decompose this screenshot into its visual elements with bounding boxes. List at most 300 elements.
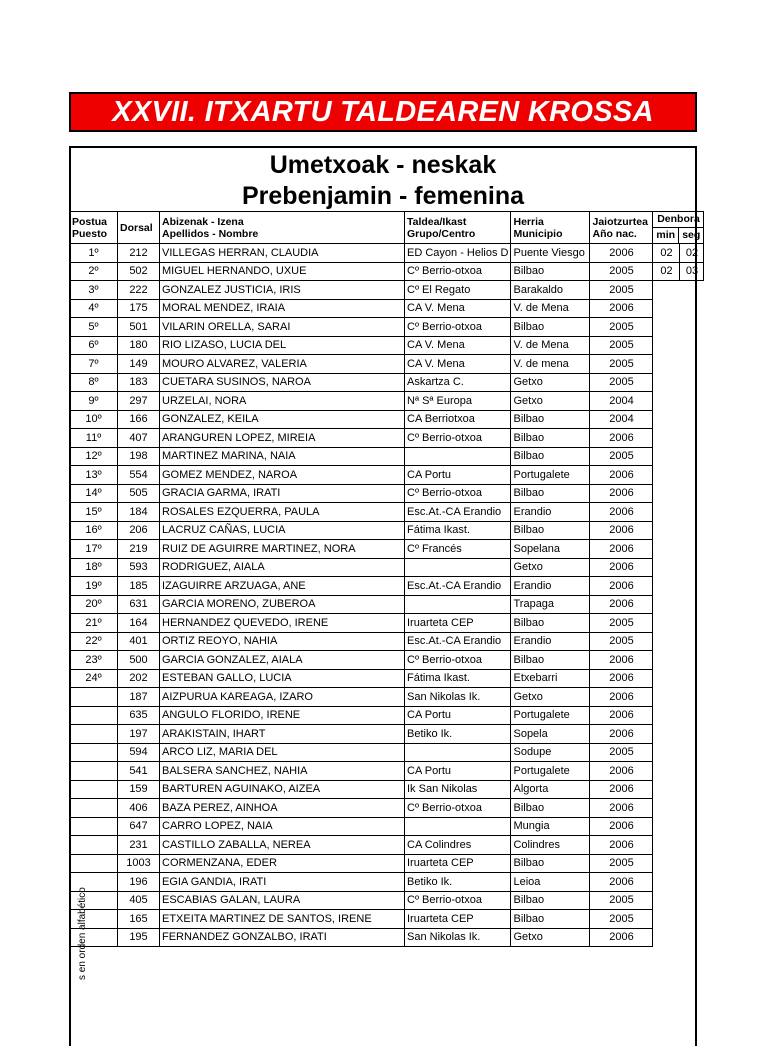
header-club: Taldea/Ikast Grupo/Centro <box>405 212 511 244</box>
empty-cell <box>653 410 680 429</box>
side-cell <box>70 762 118 781</box>
empty-cell <box>680 410 704 429</box>
position-cell: 3º <box>70 281 118 300</box>
town-cell: Erandio <box>511 577 590 596</box>
club-cell: Fátima Ikast. <box>405 521 511 540</box>
town-cell: Etxebarri <box>511 669 590 688</box>
table-row <box>70 873 704 892</box>
table-row <box>70 577 704 596</box>
empty-cell <box>680 651 704 670</box>
dorsal-cell: 159 <box>118 780 160 799</box>
town-cell: Bilbao <box>511 429 590 448</box>
year-cell: 2006 <box>590 540 653 559</box>
empty-cell <box>653 743 680 762</box>
name-cell: RODRIGUEZ, AIALA <box>160 558 405 577</box>
table-row <box>70 318 704 337</box>
empty-cell <box>680 466 704 485</box>
year-cell: 2005 <box>590 743 653 762</box>
year-cell: 2005 <box>590 355 653 374</box>
dorsal-cell: 635 <box>118 706 160 725</box>
year-cell: 2006 <box>590 595 653 614</box>
club-cell: Iruarteta CEP <box>405 614 511 633</box>
empty-cell <box>680 540 704 559</box>
empty-cell <box>680 854 704 873</box>
name-cell: GARCIA MORENO, ZUBEROA <box>160 595 405 614</box>
empty-cell <box>680 281 704 300</box>
dorsal-cell: 407 <box>118 429 160 448</box>
name-cell: LACRUZ CAÑAS, LUCIA <box>160 521 405 540</box>
club-cell <box>405 817 511 836</box>
dorsal-cell: 505 <box>118 484 160 503</box>
dorsal-cell: 554 <box>118 466 160 485</box>
name-cell: GONZALEZ JUSTICIA, IRIS <box>160 281 405 300</box>
side-cell <box>70 743 118 762</box>
club-cell: Cº Berrio-otxoa <box>405 891 511 910</box>
town-cell: Algorta <box>511 780 590 799</box>
table-row <box>70 262 704 281</box>
year-cell: 2006 <box>590 669 653 688</box>
year-cell: 2005 <box>590 891 653 910</box>
year-cell: 2005 <box>590 336 653 355</box>
empty-cell <box>680 891 704 910</box>
table-row <box>70 706 704 725</box>
position-cell: 13º <box>70 466 118 485</box>
table-row <box>70 651 704 670</box>
header-position: Postua Puesto <box>70 212 118 244</box>
year-cell: 2006 <box>590 873 653 892</box>
town-cell: Getxo <box>511 928 590 947</box>
empty-cell <box>680 632 704 651</box>
club-cell: Iruarteta CEP <box>405 854 511 873</box>
table-row <box>70 392 704 411</box>
empty-cell <box>653 762 680 781</box>
empty-cell <box>653 632 680 651</box>
table-row <box>70 910 704 929</box>
club-cell <box>405 558 511 577</box>
town-cell: Colindres <box>511 836 590 855</box>
empty-cell <box>680 484 704 503</box>
empty-cell <box>653 392 680 411</box>
empty-cell <box>680 799 704 818</box>
minutes-cell: 02 <box>653 262 680 281</box>
empty-cell <box>653 318 680 337</box>
table-row <box>70 614 704 633</box>
event-title: XXVII. ITXARTU TALDEAREN KROSSA <box>112 95 654 128</box>
town-cell: Bilbao <box>511 318 590 337</box>
empty-cell <box>680 595 704 614</box>
dorsal-cell: 1003 <box>118 854 160 873</box>
event-banner <box>69 92 697 132</box>
name-cell: ARANGUREN LOPEZ, MIREIA <box>160 429 405 448</box>
empty-cell <box>653 521 680 540</box>
name-cell: ARAKISTAIN, IHART <box>160 725 405 744</box>
empty-cell <box>680 836 704 855</box>
empty-cell <box>680 725 704 744</box>
name-cell: MOURO ALVAREZ, VALERIA <box>160 355 405 374</box>
name-cell: AIZPURUA KAREAGA, IZARO <box>160 688 405 707</box>
empty-cell <box>680 521 704 540</box>
table-row <box>70 928 704 947</box>
category-title-spanish: Prebenjamin - femenina <box>241 182 525 210</box>
empty-cell <box>653 669 680 688</box>
dorsal-cell: 541 <box>118 762 160 781</box>
name-cell: EGIA GANDIA, IRATI <box>160 873 405 892</box>
name-cell: FERNANDEZ GONZALBO, IRATI <box>160 928 405 947</box>
dorsal-cell: 212 <box>118 244 160 263</box>
dorsal-cell: 401 <box>118 632 160 651</box>
table-row <box>70 355 704 374</box>
results-table <box>69 211 704 947</box>
dorsal-cell: 593 <box>118 558 160 577</box>
year-cell: 2005 <box>590 447 653 466</box>
name-cell: BARTUREN AGUINAKO, AIZEA <box>160 780 405 799</box>
seconds-cell: 03 <box>680 262 704 281</box>
empty-cell <box>680 762 704 781</box>
empty-cell <box>680 614 704 633</box>
position-cell: 12º <box>70 447 118 466</box>
position-cell: 21º <box>70 614 118 633</box>
year-cell: 2005 <box>590 262 653 281</box>
dorsal-cell: 647 <box>118 817 160 836</box>
club-cell: ED Cayon - Helios D <box>405 244 511 263</box>
dorsal-cell: 164 <box>118 614 160 633</box>
town-cell: Leioa <box>511 873 590 892</box>
side-cell <box>70 836 118 855</box>
dorsal-cell: 183 <box>118 373 160 392</box>
name-cell: ANGULO FLORIDO, IRENE <box>160 706 405 725</box>
table-row <box>70 299 704 318</box>
empty-cell <box>680 688 704 707</box>
name-cell: GONZALEZ, KEILA <box>160 410 405 429</box>
empty-cell <box>680 817 704 836</box>
name-cell: ESCABIAS GALAN, LAURA <box>160 891 405 910</box>
dorsal-cell: 165 <box>118 910 160 929</box>
empty-cell <box>680 373 704 392</box>
dorsal-cell: 198 <box>118 447 160 466</box>
position-cell: 7º <box>70 355 118 374</box>
dorsal-cell: 219 <box>118 540 160 559</box>
town-cell: Getxo <box>511 373 590 392</box>
year-cell: 2006 <box>590 577 653 596</box>
table-row <box>70 558 704 577</box>
club-cell: Cº Berrio-otxoa <box>405 429 511 448</box>
name-cell: GOMEZ MENDEZ, NAROA <box>160 466 405 485</box>
club-cell: Cº Berrio-otxoa <box>405 262 511 281</box>
club-cell: San Nikolas Ik. <box>405 688 511 707</box>
table-row <box>70 799 704 818</box>
empty-cell <box>680 669 704 688</box>
town-cell: Bilbao <box>511 521 590 540</box>
empty-cell <box>680 706 704 725</box>
position-cell: 10º <box>70 410 118 429</box>
empty-cell <box>680 928 704 947</box>
table-row <box>70 521 704 540</box>
table-row <box>70 503 704 522</box>
table-row <box>70 466 704 485</box>
empty-cell <box>680 503 704 522</box>
town-cell: Bilbao <box>511 262 590 281</box>
empty-cell <box>653 336 680 355</box>
dorsal-cell: 166 <box>118 410 160 429</box>
table-row <box>70 891 704 910</box>
table-row <box>70 336 704 355</box>
name-cell: IZAGUIRRE ARZUAGA, ANE <box>160 577 405 596</box>
town-cell: Sodupe <box>511 743 590 762</box>
empty-cell <box>653 799 680 818</box>
table-row <box>70 429 704 448</box>
year-cell: 2006 <box>590 521 653 540</box>
table-row <box>70 725 704 744</box>
town-cell: Getxo <box>511 558 590 577</box>
club-cell: Ik San Nikolas <box>405 780 511 799</box>
position-cell: 8º <box>70 373 118 392</box>
minutes-cell: 02 <box>653 244 680 263</box>
table-row <box>70 762 704 781</box>
town-cell: Puente Viesgo <box>511 244 590 263</box>
table-row <box>70 484 704 503</box>
table-row <box>70 688 704 707</box>
dorsal-cell: 196 <box>118 873 160 892</box>
table-row <box>70 447 704 466</box>
club-cell: Cº Berrio-otxoa <box>405 651 511 670</box>
club-cell: CA Portu <box>405 762 511 781</box>
empty-cell <box>653 577 680 596</box>
town-cell: Mungia <box>511 817 590 836</box>
table-row <box>70 836 704 855</box>
year-cell: 2006 <box>590 484 653 503</box>
dorsal-cell: 195 <box>118 928 160 947</box>
empty-cell <box>680 873 704 892</box>
empty-cell <box>680 780 704 799</box>
town-cell: Erandio <box>511 503 590 522</box>
year-cell: 2006 <box>590 429 653 448</box>
town-cell: Getxo <box>511 688 590 707</box>
name-cell: MORAL MENDEZ, IRAIA <box>160 299 405 318</box>
empty-cell <box>653 540 680 559</box>
town-cell: Barakaldo <box>511 281 590 300</box>
town-cell: Trapaga <box>511 595 590 614</box>
position-cell: 1º <box>70 244 118 263</box>
dorsal-cell: 406 <box>118 799 160 818</box>
empty-cell <box>653 373 680 392</box>
table-row <box>70 743 704 762</box>
empty-cell <box>653 558 680 577</box>
header-name: Abizenak - Izena Apellidos - Nombre <box>160 212 405 244</box>
year-cell: 2006 <box>590 466 653 485</box>
table-row <box>70 410 704 429</box>
club-cell: Esc.At.-CA Erandio <box>405 577 511 596</box>
dorsal-cell: 149 <box>118 355 160 374</box>
name-cell: ARCO LIZ, MARIA DEL <box>160 743 405 762</box>
club-cell: CA V. Mena <box>405 299 511 318</box>
empty-cell <box>653 484 680 503</box>
position-cell: 19º <box>70 577 118 596</box>
year-cell: 2004 <box>590 410 653 429</box>
empty-cell <box>653 429 680 448</box>
year-cell: 2005 <box>590 318 653 337</box>
side-cell <box>70 780 118 799</box>
year-cell: 2005 <box>590 910 653 929</box>
name-cell: ESTEBAN GALLO, LUCIA <box>160 669 405 688</box>
position-cell: 4º <box>70 299 118 318</box>
name-cell: CARRO LOPEZ, NAIA <box>160 817 405 836</box>
dorsal-cell: 501 <box>118 318 160 337</box>
name-cell: RIO LIZASO, LUCIA DEL <box>160 336 405 355</box>
position-cell: 9º <box>70 392 118 411</box>
name-cell: CORMENZANA, EDER <box>160 854 405 873</box>
empty-cell <box>680 558 704 577</box>
position-cell: 6º <box>70 336 118 355</box>
club-cell: Cº Francés <box>405 540 511 559</box>
position-cell: 24º <box>70 669 118 688</box>
year-cell: 2005 <box>590 281 653 300</box>
empty-cell <box>653 854 680 873</box>
year-cell: 2006 <box>590 799 653 818</box>
empty-cell <box>653 281 680 300</box>
name-cell: VILLEGAS HERRAN, CLAUDIA <box>160 244 405 263</box>
town-cell: Getxo <box>511 392 590 411</box>
table-row <box>70 281 704 300</box>
side-cell <box>70 817 118 836</box>
town-cell: Sopelana <box>511 540 590 559</box>
empty-cell <box>680 299 704 318</box>
club-cell: Cº El Regato <box>405 281 511 300</box>
dorsal-cell: 206 <box>118 521 160 540</box>
empty-cell <box>653 447 680 466</box>
seconds-cell: 02 <box>680 244 704 263</box>
year-cell: 2006 <box>590 651 653 670</box>
town-cell: Bilbao <box>511 447 590 466</box>
club-cell: Fátima Ikast. <box>405 669 511 688</box>
name-cell: MARTINEZ MARINA, NAIA <box>160 447 405 466</box>
town-cell: Portugalete <box>511 762 590 781</box>
empty-cell <box>680 447 704 466</box>
town-cell: Portugalete <box>511 466 590 485</box>
club-cell: Askartza C. <box>405 373 511 392</box>
club-cell: Iruarteta CEP <box>405 910 511 929</box>
empty-cell <box>653 910 680 929</box>
dorsal-cell: 631 <box>118 595 160 614</box>
year-cell: 2006 <box>590 706 653 725</box>
empty-cell <box>680 743 704 762</box>
empty-cell <box>653 466 680 485</box>
dorsal-cell: 231 <box>118 836 160 855</box>
empty-cell <box>653 614 680 633</box>
table-row <box>70 854 704 873</box>
table-row <box>70 817 704 836</box>
empty-cell <box>653 355 680 374</box>
name-cell: BALSERA SANCHEZ, NAHIA <box>160 762 405 781</box>
year-cell: 2006 <box>590 817 653 836</box>
position-cell: 5º <box>70 318 118 337</box>
club-cell: CA Portu <box>405 466 511 485</box>
club-cell: CA Portu <box>405 706 511 725</box>
club-cell: Cº Berrio-otxoa <box>405 318 511 337</box>
town-cell: V. de Mena <box>511 336 590 355</box>
year-cell: 2006 <box>590 762 653 781</box>
position-cell: 20º <box>70 595 118 614</box>
year-cell: 2006 <box>590 244 653 263</box>
town-cell: Bilbao <box>511 410 590 429</box>
header-dorsal: Dorsal <box>118 212 160 244</box>
dorsal-cell: 222 <box>118 281 160 300</box>
year-cell: 2006 <box>590 688 653 707</box>
town-cell: Portugalete <box>511 706 590 725</box>
header-town: Herria Municipio <box>511 212 590 244</box>
dorsal-cell: 502 <box>118 262 160 281</box>
position-cell: 16º <box>70 521 118 540</box>
side-cell <box>70 688 118 707</box>
club-cell <box>405 595 511 614</box>
empty-cell <box>653 891 680 910</box>
name-cell: GRACIA GARMA, IRATI <box>160 484 405 503</box>
empty-cell <box>653 299 680 318</box>
header-time: Denbora min seg <box>653 212 704 244</box>
year-cell: 2005 <box>590 632 653 651</box>
dorsal-cell: 594 <box>118 743 160 762</box>
town-cell: Bilbao <box>511 910 590 929</box>
club-cell: CA Berriotxoa <box>405 410 511 429</box>
dorsal-cell: 185 <box>118 577 160 596</box>
dorsal-cell: 187 <box>118 688 160 707</box>
empty-cell <box>653 503 680 522</box>
town-cell: Bilbao <box>511 799 590 818</box>
club-cell: Cº Berrio-otxoa <box>405 799 511 818</box>
position-cell: 23º <box>70 651 118 670</box>
header-year: Jaiotzurtea Año nac. <box>590 212 653 244</box>
side-cell <box>70 799 118 818</box>
club-cell <box>405 447 511 466</box>
name-cell: GARCIA GONZALEZ, AIALA <box>160 651 405 670</box>
year-cell: 2004 <box>590 392 653 411</box>
empty-cell <box>653 651 680 670</box>
position-cell: 14º <box>70 484 118 503</box>
position-cell: 11º <box>70 429 118 448</box>
club-cell: CA Colindres <box>405 836 511 855</box>
empty-cell <box>653 706 680 725</box>
table-row <box>70 244 704 263</box>
empty-cell <box>680 318 704 337</box>
side-label-box <box>72 880 92 980</box>
dorsal-cell: 202 <box>118 669 160 688</box>
town-cell: Bilbao <box>511 891 590 910</box>
table-row <box>70 780 704 799</box>
year-cell: 2006 <box>590 928 653 947</box>
position-cell: 2º <box>70 262 118 281</box>
town-cell: Sopela <box>511 725 590 744</box>
dorsal-cell: 180 <box>118 336 160 355</box>
empty-cell <box>653 873 680 892</box>
dorsal-cell: 297 <box>118 392 160 411</box>
club-cell: Nª Sª Europa <box>405 392 511 411</box>
name-cell: ETXEITA MARTINEZ DE SANTOS, IRENE <box>160 910 405 929</box>
name-cell: VILARIN ORELLA, SARAI <box>160 318 405 337</box>
dorsal-cell: 175 <box>118 299 160 318</box>
empty-cell <box>680 577 704 596</box>
table-row <box>70 373 704 392</box>
name-cell: URZELAI, NORA <box>160 392 405 411</box>
club-cell: Esc.At.-CA Erandio <box>405 503 511 522</box>
club-cell: Betiko Ik. <box>405 873 511 892</box>
table-header-row <box>70 212 704 244</box>
side-cell <box>70 854 118 873</box>
empty-cell <box>653 595 680 614</box>
year-cell: 2006 <box>590 299 653 318</box>
empty-cell <box>680 910 704 929</box>
empty-cell <box>653 836 680 855</box>
club-cell: San Nikolas Ik. <box>405 928 511 947</box>
name-cell: ROSALES EZQUERRA, PAULA <box>160 503 405 522</box>
